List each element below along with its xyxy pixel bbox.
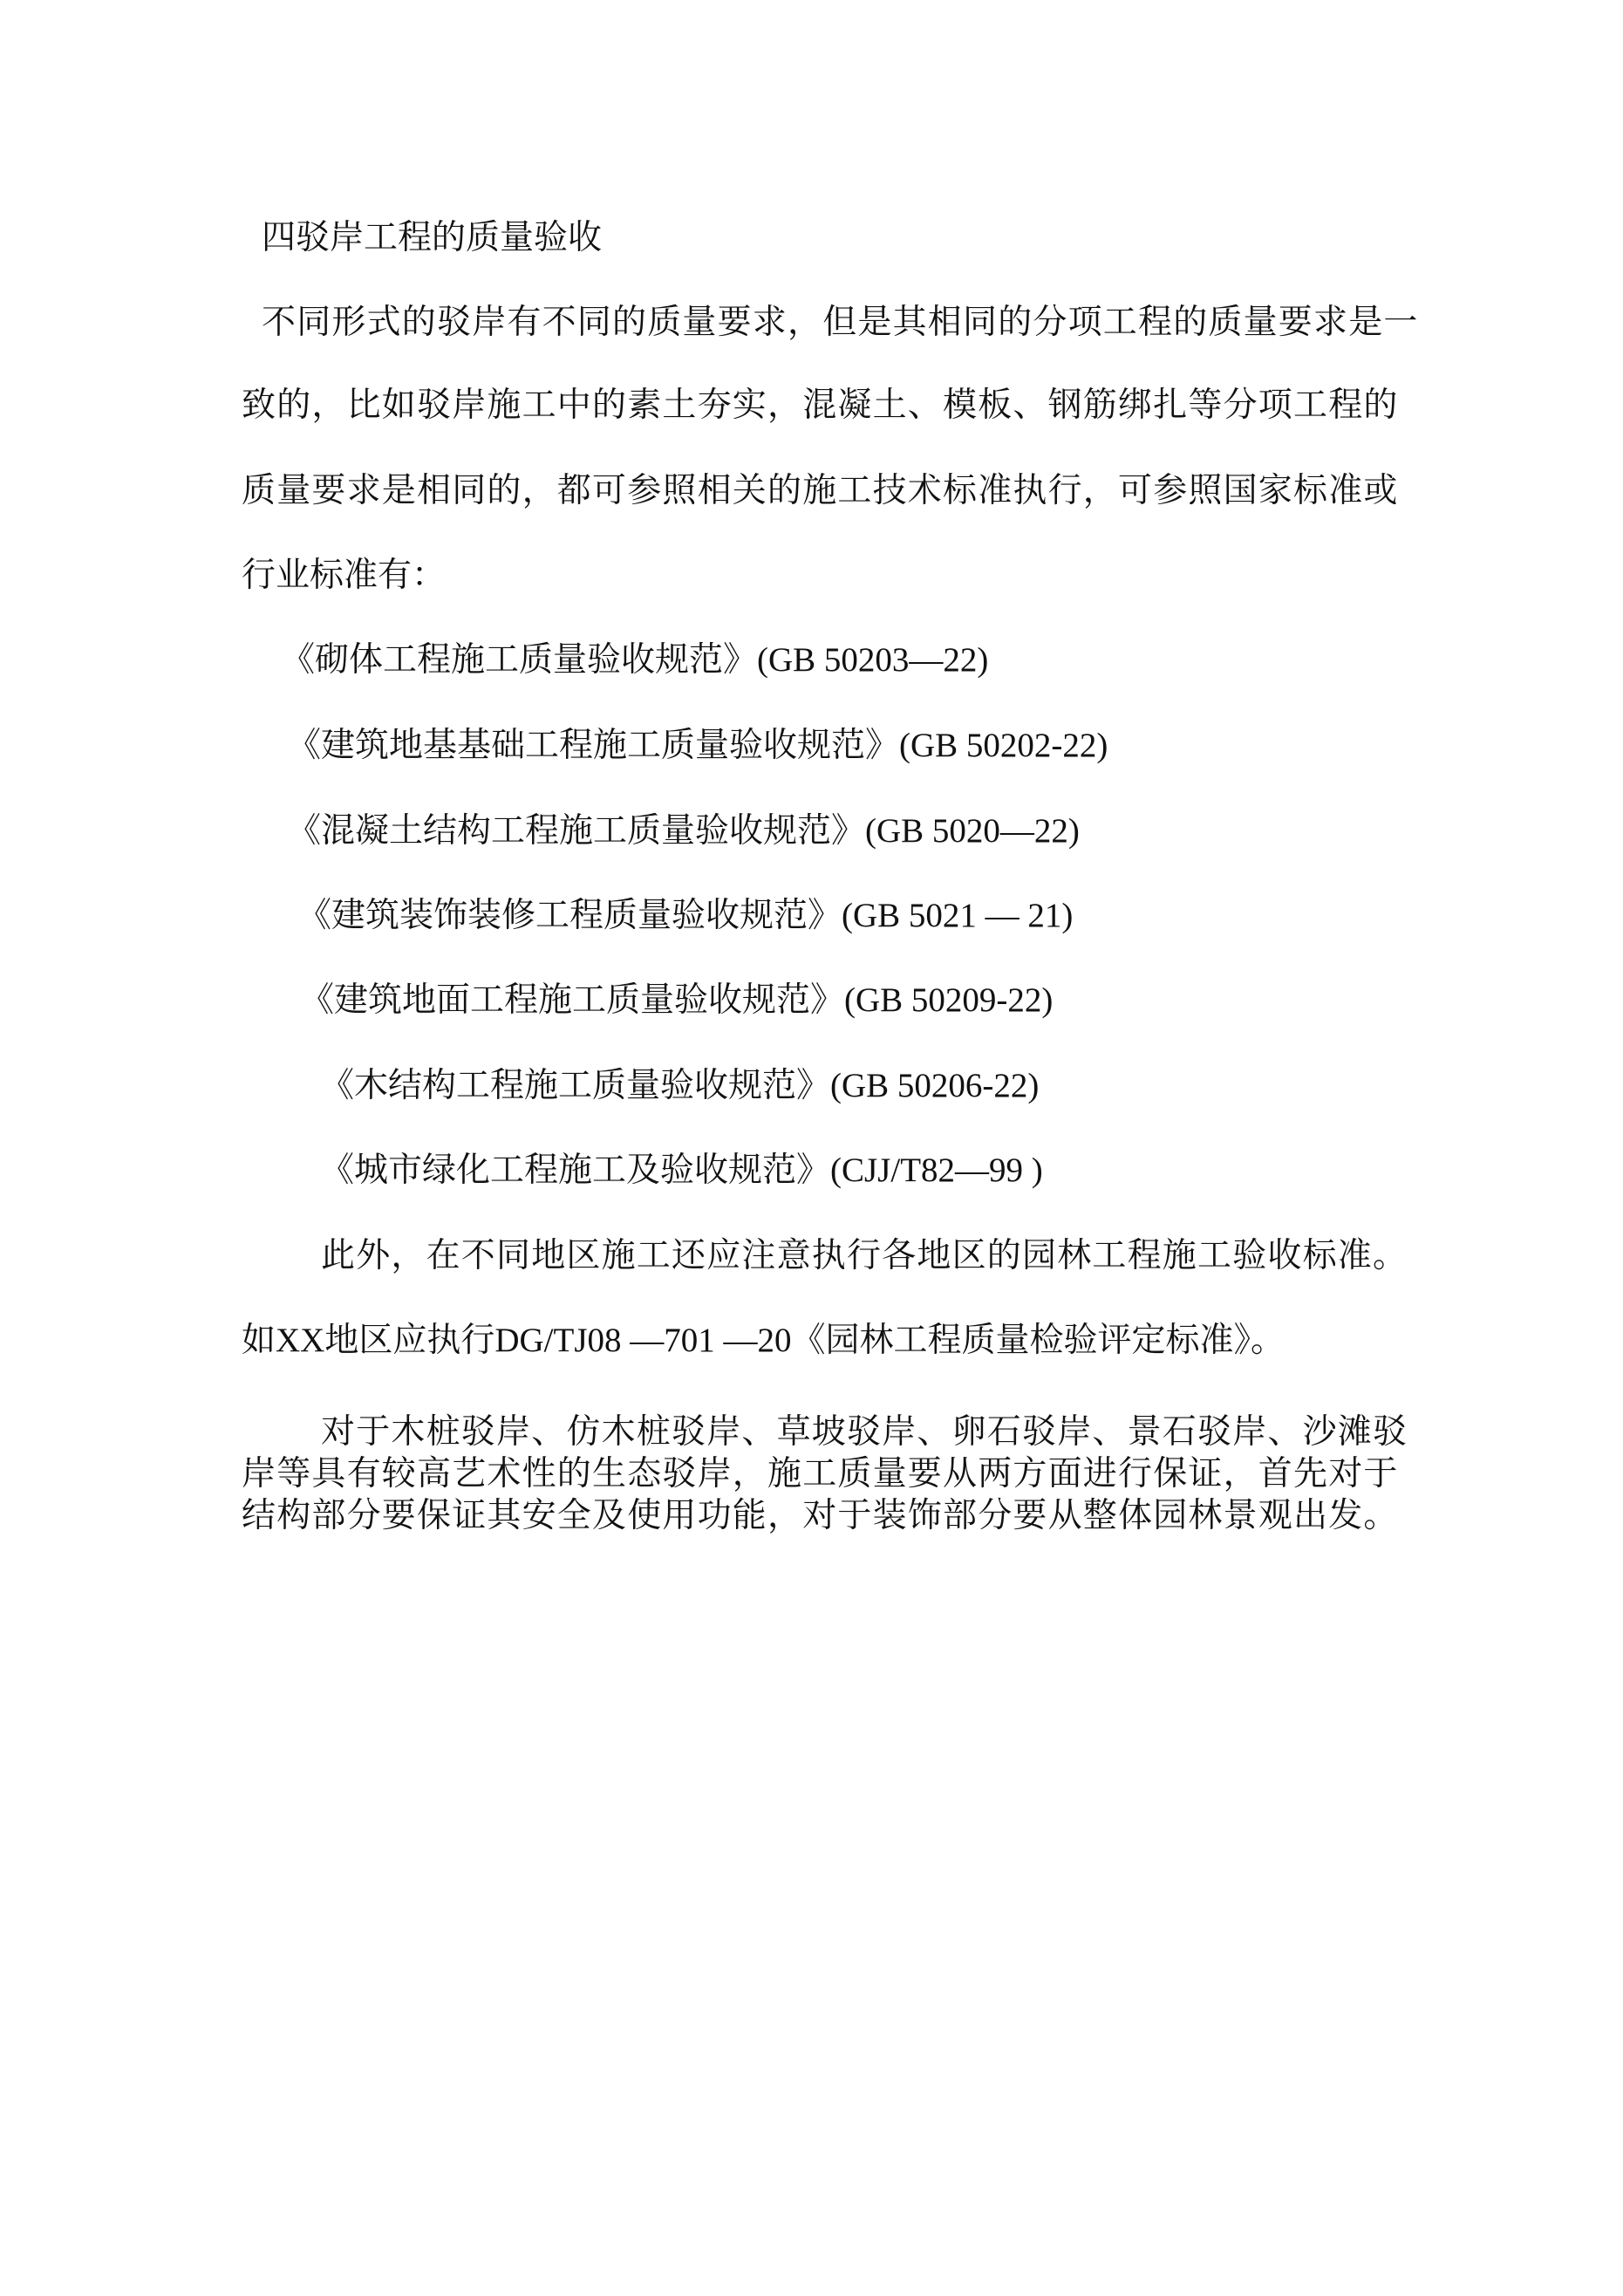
standard-item: 《建筑地基基础工程施工质量验收规范》(GB 50202-22)	[287, 727, 1108, 764]
paragraph-line: 质量要求是相同的，都可参照相关的施工技术标准执行，可参照国家标准或	[242, 471, 1399, 510]
standard-item: 《建筑装饰装修工程质量验收规范》(GB 5021 — 21)	[297, 897, 1074, 934]
section-heading: 四驳岸工程的质量验收	[262, 218, 603, 257]
paragraph-line: 如XX地区应执行DG/TJ08 —701 —20《园林工程质量检验评定标准》。	[242, 1322, 1285, 1359]
standard-item: 《城市绿化工程施工及验收规范》(CJJ/T82—99 )	[320, 1151, 1043, 1189]
paragraph-line: 行业标准有：	[242, 556, 447, 595]
paragraph-line: 岸等具有较高艺术性的生态驳岸，施工质量要从两方面进行保证，首先对于	[242, 1454, 1399, 1493]
standard-item: 《混凝土结构工程施工质量验收规范》(GB 5020—22)	[287, 812, 1080, 850]
standard-item: 《建筑地面工程施工质量验收规范》(GB 50209-22)	[300, 981, 1054, 1019]
standard-item: 《砌体工程施工质量验收规范》(GB 50203—22)	[281, 641, 989, 679]
paragraph-line: 此外，在不同地区施工还应注意执行各地区的园林工程施工验收标准。	[321, 1236, 1408, 1275]
paragraph-line: 对于木桩驳岸、仿木桩驳岸、草坡驳岸、卵石驳岸、景石驳岸、沙滩驳	[321, 1412, 1408, 1452]
paragraph-line: 致的，比如驳岸施工中的素土夯实，混凝土、模板、钢筋绑扎等分项工程的	[242, 386, 1399, 425]
paragraph-line: 不同形式的驳岸有不同的质量要求，但是其相同的分项工程的质量要求是一	[262, 303, 1419, 342]
paragraph-line: 结构部分要保证其安全及使用功能，对于装饰部分要从整体园林景观出发。	[242, 1496, 1399, 1535]
standard-item: 《木结构工程施工质量验收规范》(GB 50206-22)	[320, 1067, 1040, 1104]
